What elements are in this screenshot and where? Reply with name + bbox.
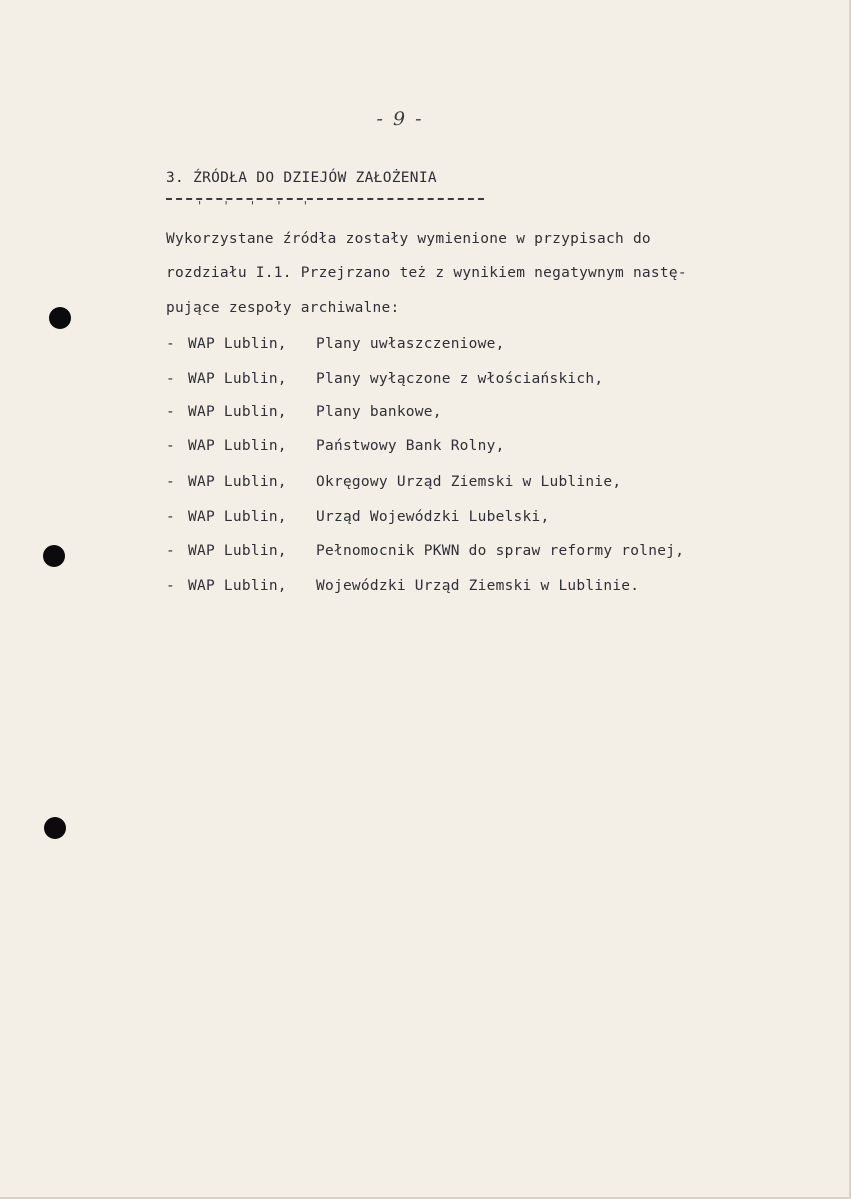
- body-line-3: pujące zespoły archiwalne:: [166, 300, 400, 316]
- archive-list-item: [166, 543, 684, 559]
- archive-list-item: [166, 336, 505, 352]
- archive-name: WAP Lublin,: [188, 474, 287, 490]
- section-heading: 3. ŹRÓDŁA DO DZIEJÓW ZAŁOŻENIA: [166, 170, 437, 186]
- list-dash: -: [166, 474, 175, 490]
- list-dash: -: [166, 438, 175, 454]
- list-dash: -: [166, 543, 175, 559]
- archive-name: WAP Lublin,: [188, 543, 287, 559]
- punch-hole: [49, 307, 71, 329]
- archive-list-item: [166, 509, 549, 525]
- list-dash: -: [166, 336, 175, 352]
- fond-name: Wojewódzki Urząd Ziemski w Lublinie.: [316, 578, 640, 594]
- archive-list-item: [166, 404, 442, 420]
- archive-name: WAP Lublin,: [188, 438, 287, 454]
- list-dash: -: [166, 404, 175, 420]
- fond-name: Okręgowy Urząd Ziemski w Lublinie,: [316, 474, 622, 490]
- fond-name: Plany uwłaszczeniowe,: [316, 336, 505, 352]
- body-line-1: Wykorzystane źródła zostały wymienione w przypisach do: [166, 231, 651, 247]
- fond-name: Plany bankowe,: [316, 404, 442, 420]
- list-dash: -: [166, 371, 175, 387]
- fond-name: Plany wyłączone z włościańskich,: [316, 371, 604, 387]
- fond-name: Urząd Wojewódzki Lubelski,: [316, 509, 550, 525]
- archive-name: WAP Lublin,: [188, 578, 287, 594]
- list-dash: -: [166, 578, 175, 594]
- body-line-2: rozdziału I.1. Przejrzano też z wynikiem negatywnym nastę-: [166, 265, 687, 281]
- archive-name: WAP Lublin,: [188, 371, 287, 387]
- archive-list-item: [166, 371, 603, 387]
- heading-underline-marks: ' ' ' ' ': [196, 199, 316, 213]
- page-number: - 9 -: [376, 108, 424, 130]
- fond-name: Państwowy Bank Rolny,: [316, 438, 505, 454]
- fond-name: Pełnomocnik PKWN do spraw reformy rolnej,: [316, 543, 685, 559]
- punch-hole: [44, 817, 66, 839]
- list-dash: -: [166, 509, 175, 525]
- archive-list-item: [166, 474, 621, 490]
- archive-name: WAP Lublin,: [188, 336, 287, 352]
- punch-hole: [43, 545, 65, 567]
- archive-list-item: [166, 578, 639, 594]
- archive-list-item: [166, 438, 505, 454]
- archive-name: WAP Lublin,: [188, 404, 287, 420]
- archive-name: WAP Lublin,: [188, 509, 287, 525]
